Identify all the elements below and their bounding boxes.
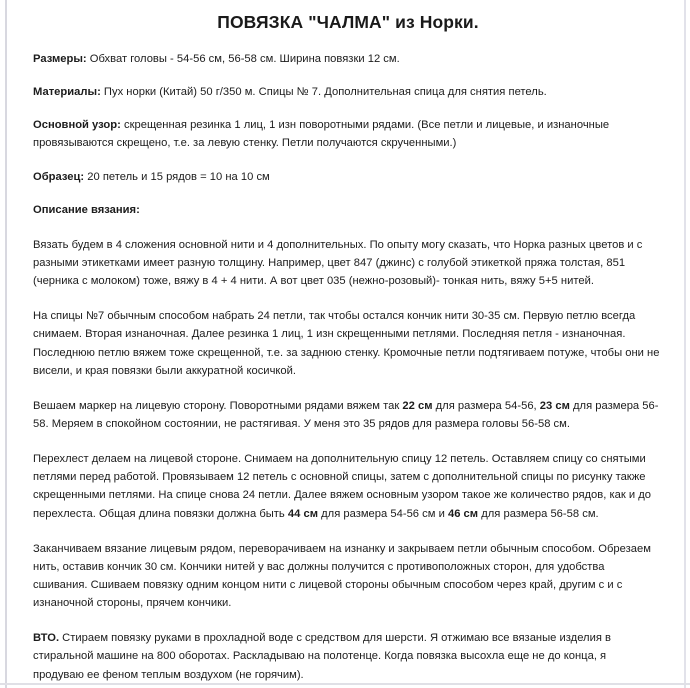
p4-part3: для размера 56-58 см. (478, 507, 599, 520)
sizes-text: Обхват головы - 54-56 см, 56-58 см. Ширина повязки 12 см. (86, 53, 400, 65)
gauge-text: 20 петель и 15 рядов = 10 на 10 см (84, 170, 270, 183)
sizes-label: Размеры: (33, 53, 87, 65)
materials-text: Пух норки (Китай) 50 г/350 м. Спицы № 7. Дополнительная спица для снятия петель. (100, 86, 547, 99)
paragraph-marker-length (30, 397, 660, 433)
p3-part2: для размера 54-56, (432, 399, 540, 412)
p3-measure-54-56: 22 см (402, 399, 433, 412)
paragraph-cast-on: На спицы №7 обычным способом набрать 24 петли, так чтобы остался кончик нити 30-35 см. Первую петлю всегда снимаем. Вторая изнаночная. Далее резинка 1 лиц, 1 изн скрещенными петлями. Последняя петля - изнаночная. Последнюю петлю вяжем тоже скрещенной, т.е. за заднюю стенку. Кромочные петли подтягиваем потуже, чтобы они не висели, и края повязки были аккуратной косичкой. (33, 310, 660, 377)
paragraph-yarn-plies: Вязать будем в 4 сложения основной нити и 4 дополнительных. По опыту могу сказать, что Норка разных цветов и с разными этикетками имеет разную толщину. Например, цвет 847 (джинс) с голубой этикеткой пряжа толстая, 851 (черника с молоком) тоже, вяжу в 4 + 4 нити. А вот цвет 035 (нежно-розовый)- тонкая нить, вяжу 5+5 нитей. (33, 238, 643, 288)
section-main-pattern (30, 116, 660, 152)
page-title: ПОВЯЗКА "ЧАЛМА" из Норки. (217, 12, 479, 32)
p4-total-length-56-58: 46 см (447, 507, 479, 520)
p4-part1: Перехлест делаем на лицевой стороне. Снимаем на дополнительную спицу 12 петель. Оставляем спицу со снятыми петлями перед работой. Провязываем 12 петель с основной спицы, затем с дополнительной спицы по рисунку также скрещенными петлями. На спице снова 24 петли. Далее вяжем основным узором такое же количество рядов, как и до перехлеста. Общая длина повязки должна быть (33, 453, 652, 520)
paragraph-blocking (30, 629, 660, 683)
main-pattern-text: скрещенная резинка 1 лиц, 1 изн поворотными рядами. (Все петли и лицевые, и изнаночные провязываются скрещено, т.е. за левую стенку. Петли получаются скрученными.) (33, 119, 610, 150)
p3-measure-56-58: 23 см (539, 399, 570, 412)
p4-total-length-54-56: 44 см (287, 507, 318, 520)
p4-part2: для размера 54-56 см и (318, 507, 448, 520)
blocking-label: ВТО. (33, 632, 60, 645)
paragraph-crossover (30, 450, 660, 523)
section-materials (30, 83, 660, 101)
p3-part3: для размера 56-58. Меряем в спокойном состоянии, не растягивая. У меня это 35 рядов для размера головы 56-58 см. (33, 399, 659, 430)
section-gauge (30, 168, 660, 186)
description-heading-label: Описание вязания: (33, 203, 140, 216)
blocking-text: Стираем повязку руками в прохладной воде с средством для шерсти. Я отжимаю все вязаные изделия в стиральной машине на 800 оборотах. Раскладываю на полотенце. Когда повязка высохла еще не до конца, я продуваю ее феном теплым воздухом (не горячим). (33, 632, 611, 681)
p3-part1: Вешаем маркер на лицевую сторону. Поворотными рядами вяжем так (33, 399, 403, 412)
section-description-heading (30, 201, 660, 219)
materials-label: Материалы: (33, 86, 101, 99)
main-pattern-label: Основной узор: (33, 119, 121, 132)
paragraph-finishing: Заканчиваем вязание лицевым рядом, переворачиваем на изнанку и закрываем петли обычным способом. Обрезаем нить, оставив кончик 30 см. Кончики нитей у вас должны получится с противоположных сторон, для удобства сшивания. Сшиваем повязку одним концом нити с лицевой стороны обычным способом через край, другим с и с изнаночной стороны, прячем кончики. (33, 542, 651, 610)
section-sizes (30, 50, 660, 68)
gauge-label: Образец: (33, 170, 85, 183)
